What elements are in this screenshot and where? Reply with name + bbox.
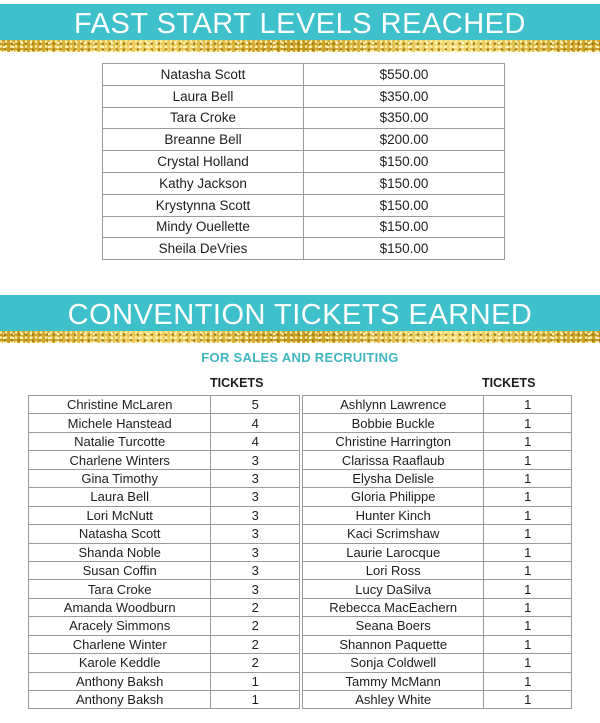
table-row	[29, 414, 300, 432]
name-cell: Bobbie Buckle	[303, 414, 484, 432]
table-row	[29, 543, 300, 561]
name-cell: Lori McNutt	[29, 506, 211, 524]
tickets-cell: 3	[211, 543, 300, 561]
table-row	[303, 598, 572, 616]
name-cell: Natasha Scott	[29, 525, 211, 543]
table-row	[303, 561, 572, 579]
table-row	[29, 525, 300, 543]
amount-cell: $150.00	[304, 216, 505, 238]
table-row	[29, 617, 300, 635]
name-cell: Tara Croke	[103, 107, 304, 129]
name-cell: Natasha Scott	[103, 64, 304, 86]
name-cell: Kaci Scrimshaw	[303, 525, 484, 543]
gold-glitter-divider	[0, 331, 600, 343]
name-cell: Laura Bell	[103, 85, 304, 107]
name-cell: Susan Coffin	[29, 561, 211, 579]
table-row	[303, 469, 572, 487]
table-row	[303, 617, 572, 635]
table-row	[303, 580, 572, 598]
amount-cell: $550.00	[304, 64, 505, 86]
table-row	[103, 151, 505, 173]
amount-cell: $350.00	[304, 107, 505, 129]
name-cell: Shanda Noble	[29, 543, 211, 561]
table-row	[103, 216, 505, 238]
tickets-table-right	[302, 395, 572, 709]
table-row	[103, 85, 505, 107]
name-cell: Hunter Kinch	[303, 506, 484, 524]
name-cell: Tara Croke	[29, 580, 211, 598]
name-cell: Crystal Holland	[103, 151, 304, 173]
name-cell: Christine McLaren	[29, 396, 211, 414]
name-cell: Gloria Philippe	[303, 488, 484, 506]
name-cell: Aracely Simmons	[29, 617, 211, 635]
tickets-cell: 4	[211, 432, 300, 450]
name-cell: Michele Hanstead	[29, 414, 211, 432]
tickets-table-left	[28, 395, 300, 709]
tickets-cell: 3	[211, 580, 300, 598]
tickets-cell: 1	[484, 654, 572, 672]
table-row	[303, 543, 572, 561]
name-cell: Ashley White	[303, 691, 484, 709]
table-row	[303, 396, 572, 414]
table-row	[103, 238, 505, 260]
tickets-cell: 1	[484, 580, 572, 598]
tickets-cell: 1	[484, 672, 572, 690]
name-cell: Karole Keddle	[29, 654, 211, 672]
tickets-cell: 1	[211, 672, 300, 690]
tickets-cell: 3	[211, 525, 300, 543]
fast-start-table	[102, 63, 505, 260]
tickets-cell: 1	[484, 617, 572, 635]
tickets-cell: 3	[211, 469, 300, 487]
name-cell: Kathy Jackson	[103, 172, 304, 194]
amount-cell: $200.00	[304, 129, 505, 151]
table-row	[29, 654, 300, 672]
amount-cell: $150.00	[304, 151, 505, 173]
tickets-cell: 1	[484, 451, 572, 469]
name-cell: Natalie Turcotte	[29, 432, 211, 450]
name-cell: Charlene Winter	[29, 635, 211, 653]
name-cell: Gina Timothy	[29, 469, 211, 487]
name-cell: Mindy Ouellette	[103, 216, 304, 238]
name-cell: Christine Harrington	[303, 432, 484, 450]
table-row	[29, 672, 300, 690]
table-row	[29, 635, 300, 653]
tickets-header-left: TICKETS	[210, 376, 264, 390]
table-row	[303, 691, 572, 709]
table-row	[303, 654, 572, 672]
gold-glitter-divider	[0, 40, 600, 52]
table-row	[303, 414, 572, 432]
tickets-cell: 1	[484, 414, 572, 432]
amount-cell: $150.00	[304, 194, 505, 216]
name-cell: Elysha Delisle	[303, 469, 484, 487]
tickets-cell: 5	[211, 396, 300, 414]
name-cell: Amanda Woodburn	[29, 598, 211, 616]
tickets-cell: 1	[484, 543, 572, 561]
tickets-cell: 3	[211, 451, 300, 469]
tickets-cell: 1	[484, 635, 572, 653]
amount-cell: $150.00	[304, 172, 505, 194]
name-cell: Lori Ross	[303, 561, 484, 579]
tickets-cell: 1	[484, 691, 572, 709]
name-cell: Laura Bell	[29, 488, 211, 506]
tickets-cell: 2	[211, 635, 300, 653]
name-cell: Clarissa Raaflaub	[303, 451, 484, 469]
name-cell: Laurie Larocque	[303, 543, 484, 561]
table-row	[103, 129, 505, 151]
table-row	[29, 580, 300, 598]
tickets-cell: 3	[211, 561, 300, 579]
table-row	[103, 194, 505, 216]
convention-subtitle: FOR SALES AND RECRUITING	[201, 350, 399, 365]
table-row	[29, 506, 300, 524]
amount-cell: $150.00	[304, 238, 505, 260]
tickets-cell: 1	[484, 488, 572, 506]
table-row	[29, 488, 300, 506]
tickets-cell: 1	[484, 561, 572, 579]
name-cell: Anthony Baksh	[29, 691, 211, 709]
fast-start-title: FAST START LEVELS REACHED	[74, 8, 526, 40]
convention-title: CONVENTION TICKETS EARNED	[67, 299, 533, 331]
name-cell: Ashlynn Lawrence	[303, 396, 484, 414]
table-row	[103, 64, 505, 86]
tickets-cell: 3	[211, 488, 300, 506]
table-row	[303, 525, 572, 543]
name-cell: Sheila DeVries	[103, 238, 304, 260]
tickets-cell: 4	[211, 414, 300, 432]
name-cell: Rebecca MacEachern	[303, 598, 484, 616]
table-row	[29, 691, 300, 709]
tickets-cell: 1	[484, 506, 572, 524]
name-cell: Anthony Baksh	[29, 672, 211, 690]
table-row	[29, 396, 300, 414]
tickets-cell: 3	[211, 506, 300, 524]
table-row	[303, 432, 572, 450]
table-row	[103, 172, 505, 194]
table-row	[29, 451, 300, 469]
name-cell: Seana Boers	[303, 617, 484, 635]
name-cell: Tammy McMann	[303, 672, 484, 690]
name-cell: Breanne Bell	[103, 129, 304, 151]
tickets-cell: 1	[484, 598, 572, 616]
tickets-header-right: TICKETS	[482, 376, 536, 390]
table-row	[29, 469, 300, 487]
table-row	[29, 598, 300, 616]
name-cell: Charlene Winters	[29, 451, 211, 469]
tickets-cell: 1	[484, 396, 572, 414]
tickets-cell: 1	[484, 432, 572, 450]
tickets-cell: 1	[211, 691, 300, 709]
table-row	[29, 432, 300, 450]
table-row	[29, 561, 300, 579]
tickets-cell: 2	[211, 598, 300, 616]
convention-banner	[0, 295, 600, 331]
table-row	[303, 506, 572, 524]
name-cell: Krystynna Scott	[103, 194, 304, 216]
tickets-cell: 2	[211, 617, 300, 635]
table-row	[303, 635, 572, 653]
name-cell: Lucy DaSilva	[303, 580, 484, 598]
name-cell: Sonja Coldwell	[303, 654, 484, 672]
tickets-cell: 1	[484, 525, 572, 543]
table-row	[303, 451, 572, 469]
amount-cell: $350.00	[304, 85, 505, 107]
fast-start-banner	[0, 4, 600, 40]
table-row	[303, 488, 572, 506]
name-cell: Shannon Paquette	[303, 635, 484, 653]
table-row	[103, 107, 505, 129]
table-row	[303, 672, 572, 690]
tickets-cell: 2	[211, 654, 300, 672]
tickets-cell: 1	[484, 469, 572, 487]
